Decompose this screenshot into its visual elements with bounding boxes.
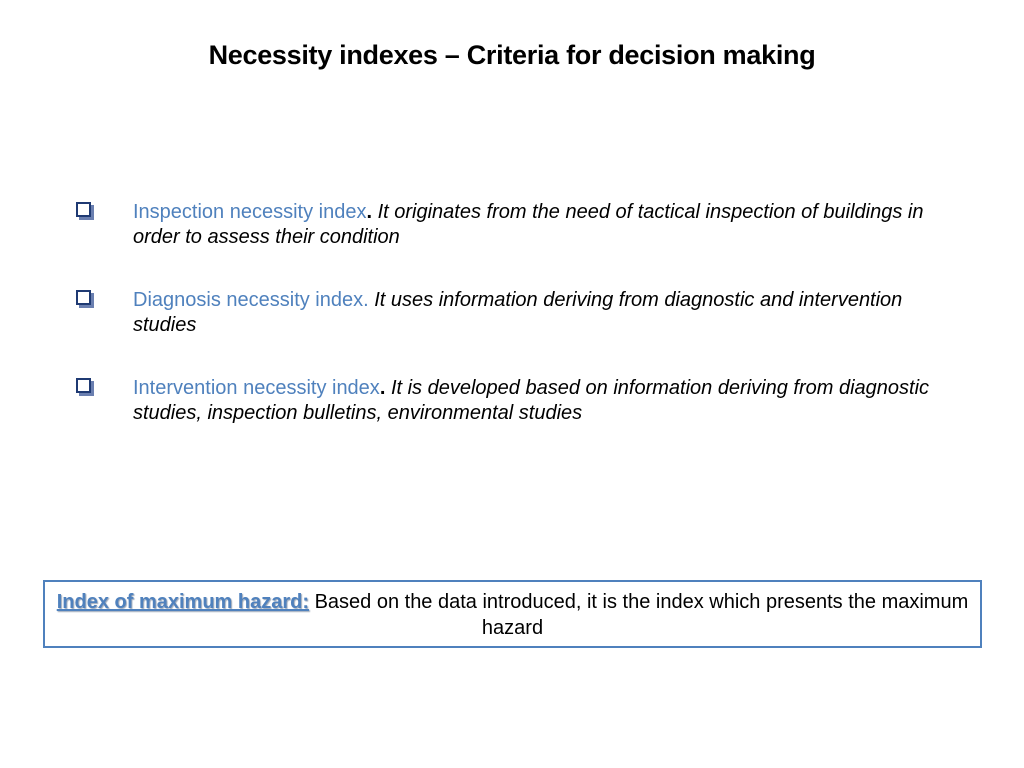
hazard-definition-box	[43, 580, 982, 648]
slide-title: Necessity indexes – Criteria for decision making	[208, 40, 816, 70]
bullet-item-intervention	[72, 376, 952, 426]
bullet-separator: .	[379, 377, 386, 399]
checkbox-square-icon	[76, 202, 91, 217]
checkbox-square-icon	[76, 378, 91, 393]
bullet-list	[72, 200, 952, 464]
bullet-term: Intervention necessity index	[133, 377, 380, 399]
bullet-description: It is developed based on information deriving from diagnostic studies, inspection bulletins, environmental studies	[133, 377, 930, 424]
checkbox-square-icon	[76, 290, 91, 305]
bullet-separator: .	[363, 289, 369, 311]
hazard-term: Index of maximum hazard:	[56, 591, 309, 613]
hazard-text: Based on the data introduced, it is the index which presents the maximum hazard	[314, 591, 969, 639]
bullet-description: It originates from the need of tactical inspection of buildings in order to assess their condition	[133, 201, 924, 248]
bullet-description: It uses information deriving from diagnostic and intervention studies	[133, 289, 903, 336]
bullet-item-inspection	[72, 200, 952, 250]
bullet-item-diagnosis	[72, 288, 952, 338]
bullet-term: Diagnosis necessity index	[133, 289, 364, 311]
bullet-separator: .	[366, 201, 373, 223]
bullet-term: Inspection necessity index	[133, 201, 367, 223]
